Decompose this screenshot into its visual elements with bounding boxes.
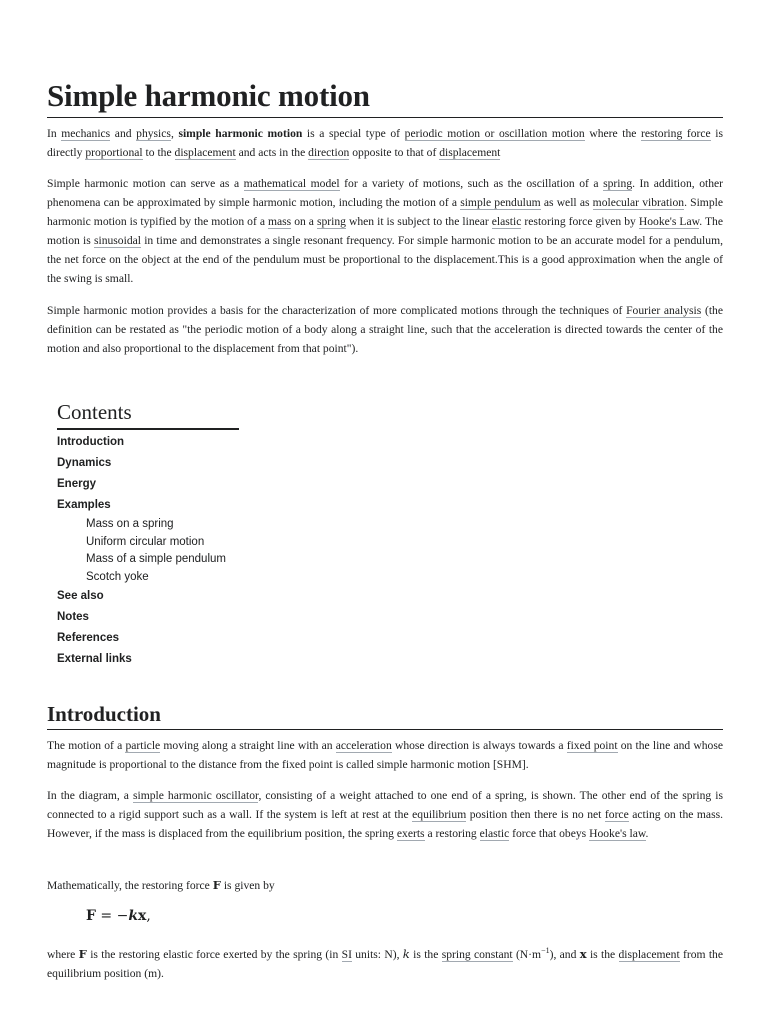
link-periodic-motion[interactable]: periodic motion or oscillation motion xyxy=(404,127,585,140)
text: (N·m xyxy=(512,947,542,961)
text: and xyxy=(110,127,137,140)
lead-paragraph-2 xyxy=(47,174,723,288)
table-of-contents xyxy=(57,398,239,670)
superscript: −1 xyxy=(541,946,550,955)
text: , consisting of a weight attached to one end of a spring, is shown. The other end of the spring is connected to a rigid support such as a wall. If the system is left at rest at the xyxy=(47,789,723,821)
text: to the xyxy=(142,146,175,159)
toc-subitem-uniform-circular-motion[interactable]: Uniform circular motion xyxy=(86,535,205,548)
link-restoring-force[interactable]: restoring force xyxy=(641,127,711,140)
text: ), and xyxy=(549,947,580,961)
lead-paragraph-3 xyxy=(47,301,723,358)
hookes-law-formula xyxy=(86,906,151,926)
introduction-paragraph-2 xyxy=(47,786,723,843)
link-sinusoidal[interactable]: sinusoidal xyxy=(93,234,141,247)
toc-item-examples[interactable]: Examples xyxy=(57,499,111,511)
link-exerts[interactable]: exerts xyxy=(396,827,425,840)
formula-equals: = − xyxy=(95,908,129,924)
text: is directly xyxy=(47,127,724,159)
link-proportional[interactable]: proportional xyxy=(85,146,143,159)
link-hookes-law-2[interactable]: Hooke's law xyxy=(589,827,646,840)
text: from the equilibrium position (m). xyxy=(47,947,724,980)
text: The motion of a xyxy=(47,739,126,752)
link-displacement-3[interactable]: displacement xyxy=(618,947,680,961)
link-particle[interactable]: particle xyxy=(125,739,161,752)
text: units: N), xyxy=(351,947,403,961)
toc-item-notes[interactable]: Notes xyxy=(57,611,89,623)
text: , xyxy=(170,127,179,140)
introduction-paragraph-3 xyxy=(47,876,723,895)
text: acting on the mass. However, if the mass is displaced from the equilibrium position, the spring xyxy=(47,808,723,840)
text: is given by xyxy=(220,879,275,892)
toc-item-references[interactable]: References xyxy=(57,632,120,644)
link-elastic[interactable]: elastic xyxy=(491,215,522,228)
formula-F: F xyxy=(86,908,96,924)
toc-item-see-also[interactable]: See also xyxy=(57,590,104,602)
toc-subitem-mass-of-simple-pendulum[interactable]: Mass of a simple pendulum xyxy=(86,553,226,565)
toc-item-introduction[interactable]: Introduction xyxy=(57,436,125,448)
text: on the line and whose magnitude is proportional to the distance from the fixed point is called simple harmonic motion [SHM]. xyxy=(47,739,723,771)
introduction-paragraph-4 xyxy=(47,941,723,983)
text: as well as xyxy=(540,196,593,209)
text: Mathematically, the restoring force xyxy=(47,879,213,892)
text: restoring force given by xyxy=(521,215,639,228)
text: where the xyxy=(584,127,642,140)
text: In the diagram, a xyxy=(47,789,133,802)
link-fixed-point[interactable]: fixed point xyxy=(566,739,618,752)
toc-rule xyxy=(57,428,239,430)
text: . The motion is xyxy=(47,215,723,247)
link-spring[interactable]: spring xyxy=(603,177,633,190)
toc-subitem-scotch-yoke[interactable]: Scotch yoke xyxy=(86,570,149,583)
link-force[interactable]: force xyxy=(604,808,629,821)
link-spring-2[interactable]: spring xyxy=(316,215,346,228)
text: for a variety of motions, such as the oscillation of a xyxy=(339,177,604,190)
formula-comma: , xyxy=(146,908,151,924)
text: when it is subject to the linear xyxy=(345,215,492,228)
link-elastic-2[interactable]: elastic xyxy=(479,827,510,840)
toc-item-dynamics[interactable]: Dynamics xyxy=(57,457,112,469)
toc-list xyxy=(57,432,239,670)
text: Simple harmonic motion can serve as a xyxy=(47,177,244,190)
bold-term: simple harmonic motion xyxy=(178,127,303,140)
page-title: Simple harmonic motion xyxy=(47,78,370,113)
text: on a xyxy=(291,215,317,228)
title-rule xyxy=(47,117,723,118)
link-hookes-law[interactable]: Hooke's Law xyxy=(638,215,700,228)
formula-x: x xyxy=(138,908,147,924)
link-displacement[interactable]: displacement xyxy=(174,146,236,159)
link-si[interactable]: SI xyxy=(341,947,352,961)
text: is the xyxy=(409,947,442,961)
text: . Simple harmonic motion is typified by the motion of a xyxy=(47,196,723,228)
link-fourier-analysis[interactable]: Fourier analysis xyxy=(626,304,702,317)
link-simple-harmonic-oscillator[interactable]: simple harmonic oscillator xyxy=(132,789,259,802)
section-heading-introduction: Introduction xyxy=(47,702,161,726)
link-spring-constant[interactable]: spring constant xyxy=(441,947,513,961)
text: is the restoring elastic force exerted by the spring (in xyxy=(86,947,342,961)
math-symbol-F: F xyxy=(78,946,87,961)
toc-item-energy[interactable]: Energy xyxy=(57,478,96,490)
text: where xyxy=(47,947,79,961)
text: moving along a straight line with an xyxy=(160,739,336,752)
text: is a special type of xyxy=(302,127,405,140)
text: opposite to that of xyxy=(349,146,440,159)
math-symbol-k: k xyxy=(402,946,410,961)
lead-paragraph-1 xyxy=(47,124,723,162)
formula-k: k xyxy=(128,908,139,924)
toc-heading: Contents xyxy=(57,400,132,424)
introduction-paragraph-1 xyxy=(47,736,723,774)
text: In xyxy=(47,127,62,140)
link-physics[interactable]: physics xyxy=(136,127,171,140)
toc-item-external-links[interactable]: External links xyxy=(57,653,132,665)
text: and acts in the xyxy=(235,146,309,159)
math-symbol-F: F xyxy=(212,878,221,892)
text: whose direction is always towards a xyxy=(391,739,567,752)
text: . xyxy=(645,827,649,840)
link-acceleration[interactable]: acceleration xyxy=(335,739,392,752)
text: in time and demonstrates a single resonant frequency. For simple harmonic motion to be an accurate model for a pendulum, the net force on the object at the end of the pendulum must be proportional to the displacement.This is a good approximation when the angle of the swing is small. xyxy=(47,234,723,285)
math-symbol-x: x xyxy=(579,946,587,961)
section-rule xyxy=(47,729,723,730)
text: (the definition can be restated as "the periodic motion of a body along a straight line, such that the acceleration is directed towards the center of the motion and also proportional to the displacement from that point"). xyxy=(47,304,723,355)
link-direction[interactable]: direction xyxy=(308,146,350,159)
link-simple-pendulum[interactable]: simple pendulum xyxy=(460,196,541,209)
text: is the xyxy=(586,947,619,961)
text: Simple harmonic motion provides a basis for the characterization of more complicated motions through the techniques of xyxy=(47,304,627,317)
text: . In addition, other phenomena can be approximated by simple harmonic motion, including the motion of a xyxy=(47,177,724,209)
text: position then there is no net xyxy=(466,808,605,821)
text: force that obeys xyxy=(509,827,590,840)
toc-subitem-mass-on-a-spring[interactable]: Mass on a spring xyxy=(86,518,174,530)
link-displacement-2[interactable]: displacement xyxy=(439,146,501,159)
link-molecular-vibration[interactable]: molecular vibration xyxy=(592,196,685,209)
link-mechanics[interactable]: mechanics xyxy=(61,127,111,140)
link-mass[interactable]: mass xyxy=(267,215,292,228)
link-equilibrium[interactable]: equilibrium xyxy=(412,808,467,821)
link-mathematical-model[interactable]: mathematical model xyxy=(243,177,340,190)
text: a restoring xyxy=(424,827,480,840)
